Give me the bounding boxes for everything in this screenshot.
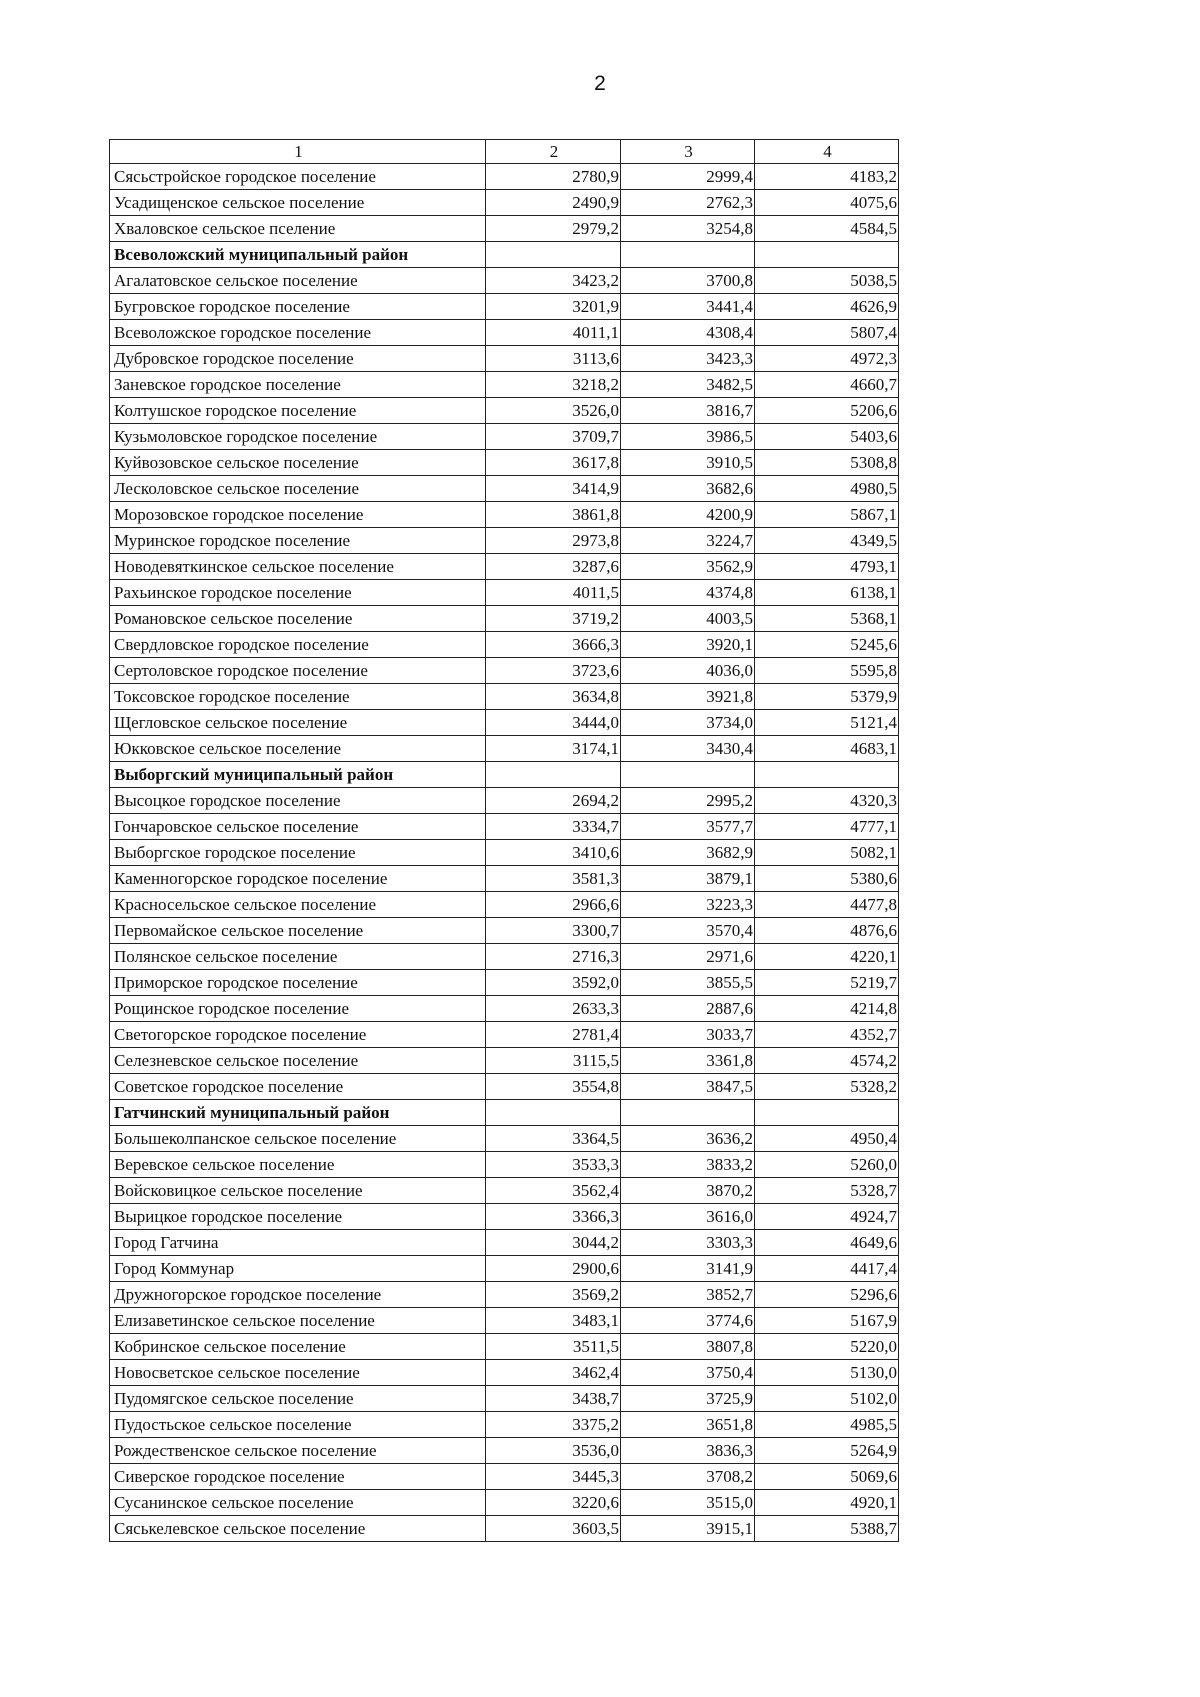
section-header-row	[110, 762, 899, 788]
value-col4-cell: 5296,6	[755, 1282, 899, 1308]
settlement-name-cell: Хваловское сельское пселение	[110, 216, 486, 242]
settlement-name-cell: Каменногорское городское поселение	[110, 866, 486, 892]
value-col4-cell: 6138,1	[755, 580, 899, 606]
settlement-name-cell: Дубровское городское поселение	[110, 346, 486, 372]
value-col3-cell	[621, 1100, 755, 1126]
value-col4-cell: 5328,2	[755, 1074, 899, 1100]
value-col2-cell: 3462,4	[486, 1360, 621, 1386]
page-number: 2	[594, 72, 606, 95]
table-body	[110, 164, 899, 1542]
table-row	[110, 554, 899, 580]
value-col2-cell: 2490,9	[486, 190, 621, 216]
table-row	[110, 580, 899, 606]
table-row	[110, 1022, 899, 1048]
value-col3-cell: 3033,7	[621, 1022, 755, 1048]
value-col2-cell: 3709,7	[486, 424, 621, 450]
settlement-name-cell: Морозовское городское поселение	[110, 502, 486, 528]
table-row	[110, 216, 899, 242]
value-col2-cell: 3218,2	[486, 372, 621, 398]
value-col3-cell: 3562,9	[621, 554, 755, 580]
section-header-row	[110, 242, 899, 268]
settlement-name-cell: Веревское сельское поселение	[110, 1152, 486, 1178]
value-col3-cell: 3430,4	[621, 736, 755, 762]
table-row	[110, 1126, 899, 1152]
value-col4-cell: 4214,8	[755, 996, 899, 1022]
value-col3-cell: 3682,6	[621, 476, 755, 502]
table-row	[110, 684, 899, 710]
value-col3-cell: 2971,6	[621, 944, 755, 970]
settlement-name-cell: Пудомягское сельское поселение	[110, 1386, 486, 1412]
value-col4-cell: 5368,1	[755, 606, 899, 632]
settlement-name-cell: Елизаветинское сельское поселение	[110, 1308, 486, 1334]
value-col2-cell: 3603,5	[486, 1516, 621, 1542]
settlement-name-cell: Пудостьское сельское поселение	[110, 1412, 486, 1438]
value-col3-cell: 2887,6	[621, 996, 755, 1022]
settlement-name-cell: Новодевяткинское сельское поселение	[110, 554, 486, 580]
table-row	[110, 918, 899, 944]
settlement-name-cell: Селезневское сельское поселение	[110, 1048, 486, 1074]
value-col4-cell: 5206,6	[755, 398, 899, 424]
value-col2-cell: 4011,5	[486, 580, 621, 606]
value-col3-cell: 3920,1	[621, 632, 755, 658]
table-row	[110, 1048, 899, 1074]
value-col4-cell: 4352,7	[755, 1022, 899, 1048]
settlement-name-cell: Рахьинское городское поселение	[110, 580, 486, 606]
table-row	[110, 268, 899, 294]
settlement-name-cell: Дружногорское городское поселение	[110, 1282, 486, 1308]
table-row	[110, 658, 899, 684]
value-col4-cell: 4980,5	[755, 476, 899, 502]
table-row	[110, 1438, 899, 1464]
value-col4-cell: 4950,4	[755, 1126, 899, 1152]
settlement-name-cell: Романовское сельское поселение	[110, 606, 486, 632]
value-col4-cell: 4777,1	[755, 814, 899, 840]
value-col2-cell: 3174,1	[486, 736, 621, 762]
table-row	[110, 476, 899, 502]
value-col4-cell: 4683,1	[755, 736, 899, 762]
value-col4-cell: 5121,4	[755, 710, 899, 736]
value-col4-cell: 5130,0	[755, 1360, 899, 1386]
settlement-name-cell: Новосветское сельское поселение	[110, 1360, 486, 1386]
settlement-name-cell: Муринское городское поселение	[110, 528, 486, 554]
settlement-name-cell: Бугровское городское поселение	[110, 294, 486, 320]
value-col4-cell: 4660,7	[755, 372, 899, 398]
settlement-name-cell: Юкковское сельское поселение	[110, 736, 486, 762]
value-col3-cell: 3986,5	[621, 424, 755, 450]
value-col2-cell: 3511,5	[486, 1334, 621, 1360]
settlement-name-cell: Сясьстройское городское поселение	[110, 164, 486, 190]
table-row	[110, 528, 899, 554]
value-col2-cell: 2966,6	[486, 892, 621, 918]
value-col2-cell: 3410,6	[486, 840, 621, 866]
value-col4-cell: 5867,1	[755, 502, 899, 528]
table-row	[110, 632, 899, 658]
district-name-cell: Всеволожский муниципальный район	[110, 242, 486, 268]
value-col4-cell: 5308,8	[755, 450, 899, 476]
value-col4-cell: 5082,1	[755, 840, 899, 866]
settlement-name-cell: Сертоловское городское поселение	[110, 658, 486, 684]
value-col4-cell: 4075,6	[755, 190, 899, 216]
settlement-name-cell: Вырицкое городское поселение	[110, 1204, 486, 1230]
table-row	[110, 1204, 899, 1230]
value-col4-cell: 4320,3	[755, 788, 899, 814]
table-row	[110, 1386, 899, 1412]
value-col2-cell	[486, 762, 621, 788]
settlement-name-cell: Агалатовское сельское поселение	[110, 268, 486, 294]
value-col3-cell: 3816,7	[621, 398, 755, 424]
table-row	[110, 372, 899, 398]
value-col3-cell	[621, 242, 755, 268]
value-col2-cell: 3723,6	[486, 658, 621, 684]
value-col2-cell: 3201,9	[486, 294, 621, 320]
table-row	[110, 1308, 899, 1334]
table-row	[110, 1282, 899, 1308]
table-row	[110, 1178, 899, 1204]
table-row	[110, 1334, 899, 1360]
value-col2-cell: 3533,3	[486, 1152, 621, 1178]
table-row	[110, 1256, 899, 1282]
value-col3-cell: 2999,4	[621, 164, 755, 190]
column-header-3: 3	[621, 140, 755, 164]
value-col3-cell: 4374,8	[621, 580, 755, 606]
value-col3-cell: 3847,5	[621, 1074, 755, 1100]
value-col4-cell	[755, 242, 899, 268]
settlement-name-cell: Свердловское городское поселение	[110, 632, 486, 658]
value-col3-cell: 3852,7	[621, 1282, 755, 1308]
value-col2-cell: 3287,6	[486, 554, 621, 580]
value-col3-cell: 3700,8	[621, 268, 755, 294]
table-row	[110, 1074, 899, 1100]
value-col3-cell: 4308,4	[621, 320, 755, 346]
value-col2-cell: 3438,7	[486, 1386, 621, 1412]
value-col3-cell: 2995,2	[621, 788, 755, 814]
value-col2-cell: 3445,3	[486, 1464, 621, 1490]
value-col3-cell: 3577,7	[621, 814, 755, 840]
value-col3-cell: 3303,3	[621, 1230, 755, 1256]
settlement-name-cell: Колтушское городское поселение	[110, 398, 486, 424]
value-col4-cell: 5379,9	[755, 684, 899, 710]
value-col3-cell: 3734,0	[621, 710, 755, 736]
value-col3-cell: 3223,3	[621, 892, 755, 918]
value-col4-cell: 4985,5	[755, 1412, 899, 1438]
table-row	[110, 944, 899, 970]
value-col3-cell: 3254,8	[621, 216, 755, 242]
value-col2-cell: 3364,5	[486, 1126, 621, 1152]
value-col2-cell: 3483,1	[486, 1308, 621, 1334]
value-col2-cell: 3220,6	[486, 1490, 621, 1516]
value-col4-cell: 5260,0	[755, 1152, 899, 1178]
table-row	[110, 736, 899, 762]
value-col3-cell: 3636,2	[621, 1126, 755, 1152]
value-col2-cell: 2973,8	[486, 528, 621, 554]
value-col2-cell: 3617,8	[486, 450, 621, 476]
value-col4-cell: 4417,4	[755, 1256, 899, 1282]
settlement-name-cell: Щегловское сельское поселение	[110, 710, 486, 736]
value-col4-cell: 5069,6	[755, 1464, 899, 1490]
value-col2-cell: 3115,5	[486, 1048, 621, 1074]
value-col3-cell: 3836,3	[621, 1438, 755, 1464]
value-col4-cell: 5388,7	[755, 1516, 899, 1542]
value-col2-cell: 3375,2	[486, 1412, 621, 1438]
value-col4-cell: 4183,2	[755, 164, 899, 190]
value-col2-cell: 3719,2	[486, 606, 621, 632]
value-col3-cell: 3870,2	[621, 1178, 755, 1204]
value-col2-cell: 3423,2	[486, 268, 621, 294]
value-col3-cell: 3515,0	[621, 1490, 755, 1516]
value-col3-cell: 3750,4	[621, 1360, 755, 1386]
settlement-name-cell: Рождественское сельское поселение	[110, 1438, 486, 1464]
value-col2-cell: 4011,1	[486, 320, 621, 346]
value-col3-cell: 3616,0	[621, 1204, 755, 1230]
value-col3-cell: 3915,1	[621, 1516, 755, 1542]
value-col4-cell: 4793,1	[755, 554, 899, 580]
column-header-4: 4	[755, 140, 899, 164]
settlement-name-cell: Кобринское сельское поселение	[110, 1334, 486, 1360]
value-col3-cell: 3682,9	[621, 840, 755, 866]
value-col4-cell: 4972,3	[755, 346, 899, 372]
value-col3-cell: 2762,3	[621, 190, 755, 216]
value-col4-cell: 5403,6	[755, 424, 899, 450]
value-col3-cell: 3725,9	[621, 1386, 755, 1412]
settlement-name-cell: Всеволожское городское поселение	[110, 320, 486, 346]
table-row	[110, 190, 899, 216]
table-row	[110, 294, 899, 320]
settlement-name-cell: Токсовское городское поселение	[110, 684, 486, 710]
value-col3-cell: 4036,0	[621, 658, 755, 684]
settlement-name-cell: Город Гатчина	[110, 1230, 486, 1256]
settlement-name-cell: Сиверское городское поселение	[110, 1464, 486, 1490]
value-col4-cell	[755, 762, 899, 788]
value-col2-cell: 3634,8	[486, 684, 621, 710]
settlement-name-cell: Лесколовское сельское поселение	[110, 476, 486, 502]
value-col4-cell: 5595,8	[755, 658, 899, 684]
value-col4-cell: 4574,2	[755, 1048, 899, 1074]
value-col4-cell: 4626,9	[755, 294, 899, 320]
value-col2-cell: 3526,0	[486, 398, 621, 424]
value-col4-cell: 4477,8	[755, 892, 899, 918]
value-col4-cell: 5219,7	[755, 970, 899, 996]
value-col4-cell: 5245,6	[755, 632, 899, 658]
table-row	[110, 892, 899, 918]
settlement-name-cell: Заневское городское поселение	[110, 372, 486, 398]
value-col2-cell: 3334,7	[486, 814, 621, 840]
table-row	[110, 1152, 899, 1178]
column-header-2: 2	[486, 140, 621, 164]
settlement-name-cell: Рощинское городское поселение	[110, 996, 486, 1022]
value-col2-cell: 2780,9	[486, 164, 621, 190]
table-row	[110, 788, 899, 814]
settlement-name-cell: Выборгское городское поселение	[110, 840, 486, 866]
value-col3-cell	[621, 762, 755, 788]
value-col4-cell: 4584,5	[755, 216, 899, 242]
value-col2-cell: 3444,0	[486, 710, 621, 736]
value-col2-cell: 3861,8	[486, 502, 621, 528]
value-col3-cell: 3482,5	[621, 372, 755, 398]
settlements-table	[109, 139, 899, 1542]
value-col2-cell: 3592,0	[486, 970, 621, 996]
value-col3-cell: 3224,7	[621, 528, 755, 554]
table-row	[110, 346, 899, 372]
settlement-name-cell: Светогорское городское поселение	[110, 1022, 486, 1048]
settlement-name-cell: Красносельское сельское поселение	[110, 892, 486, 918]
value-col4-cell: 4876,6	[755, 918, 899, 944]
value-col3-cell: 3570,4	[621, 918, 755, 944]
value-col2-cell: 3044,2	[486, 1230, 621, 1256]
table-header-row	[110, 140, 899, 164]
table-row	[110, 1516, 899, 1542]
value-col4-cell: 5264,9	[755, 1438, 899, 1464]
table-row	[110, 606, 899, 632]
value-col3-cell: 3921,8	[621, 684, 755, 710]
value-col3-cell: 4200,9	[621, 502, 755, 528]
value-col3-cell: 3833,2	[621, 1152, 755, 1178]
table-row	[110, 710, 899, 736]
value-col2-cell: 3581,3	[486, 866, 621, 892]
value-col2-cell: 3536,0	[486, 1438, 621, 1464]
district-name-cell: Выборгский муниципальный район	[110, 762, 486, 788]
value-col2-cell	[486, 242, 621, 268]
value-col3-cell: 3879,1	[621, 866, 755, 892]
value-col4-cell: 4920,1	[755, 1490, 899, 1516]
value-col4-cell: 5328,7	[755, 1178, 899, 1204]
value-col3-cell: 3651,8	[621, 1412, 755, 1438]
value-col2-cell: 2694,2	[486, 788, 621, 814]
column-header-1: 1	[110, 140, 486, 164]
table-row	[110, 398, 899, 424]
table-row	[110, 450, 899, 476]
settlement-name-cell: Сяськелевское сельское поселение	[110, 1516, 486, 1542]
value-col2-cell: 3562,4	[486, 1178, 621, 1204]
table-row	[110, 1490, 899, 1516]
value-col2-cell: 2716,3	[486, 944, 621, 970]
settlement-name-cell: Город Коммунар	[110, 1256, 486, 1282]
value-col3-cell: 3441,4	[621, 294, 755, 320]
value-col2-cell: 2781,4	[486, 1022, 621, 1048]
section-header-row	[110, 1100, 899, 1126]
value-col4-cell: 5380,6	[755, 866, 899, 892]
settlement-name-cell: Кузьмоловское городское поселение	[110, 424, 486, 450]
settlement-name-cell: Советское городское поселение	[110, 1074, 486, 1100]
value-col3-cell: 3361,8	[621, 1048, 755, 1074]
settlement-name-cell: Большеколпанское сельское поселение	[110, 1126, 486, 1152]
value-col3-cell: 3774,6	[621, 1308, 755, 1334]
value-col4-cell: 5102,0	[755, 1386, 899, 1412]
value-col4-cell: 5167,9	[755, 1308, 899, 1334]
table-row	[110, 1464, 899, 1490]
value-col3-cell: 3807,8	[621, 1334, 755, 1360]
value-col4-cell: 4220,1	[755, 944, 899, 970]
value-col4-cell: 4349,5	[755, 528, 899, 554]
settlement-name-cell: Гончаровское сельское поселение	[110, 814, 486, 840]
value-col3-cell: 4003,5	[621, 606, 755, 632]
value-col3-cell: 3708,2	[621, 1464, 755, 1490]
table-row	[110, 424, 899, 450]
settlement-name-cell: Высоцкое городское поселение	[110, 788, 486, 814]
table-row	[110, 502, 899, 528]
value-col2-cell: 3366,3	[486, 1204, 621, 1230]
value-col2-cell: 3554,8	[486, 1074, 621, 1100]
settlement-name-cell: Куйвозовское сельское поселение	[110, 450, 486, 476]
table-row	[110, 840, 899, 866]
value-col2-cell: 3300,7	[486, 918, 621, 944]
value-col2-cell: 3569,2	[486, 1282, 621, 1308]
settlement-name-cell: Войсковицкое сельское поселение	[110, 1178, 486, 1204]
value-col2-cell: 3666,3	[486, 632, 621, 658]
settlement-name-cell: Усадищенское сельское поселение	[110, 190, 486, 216]
table-row	[110, 866, 899, 892]
value-col4-cell: 5220,0	[755, 1334, 899, 1360]
value-col4-cell: 4649,6	[755, 1230, 899, 1256]
settlement-name-cell: Первомайское сельское поселение	[110, 918, 486, 944]
value-col2-cell: 2900,6	[486, 1256, 621, 1282]
value-col2-cell: 3113,6	[486, 346, 621, 372]
table-row	[110, 1230, 899, 1256]
value-col3-cell: 3423,3	[621, 346, 755, 372]
value-col2-cell	[486, 1100, 621, 1126]
value-col3-cell: 3855,5	[621, 970, 755, 996]
value-col3-cell: 3910,5	[621, 450, 755, 476]
table-row	[110, 164, 899, 190]
table-row	[110, 814, 899, 840]
settlement-name-cell: Сусанинское сельское поселение	[110, 1490, 486, 1516]
value-col4-cell: 4924,7	[755, 1204, 899, 1230]
settlement-name-cell: Приморское городское поселение	[110, 970, 486, 996]
table-row	[110, 1360, 899, 1386]
value-col3-cell: 3141,9	[621, 1256, 755, 1282]
value-col2-cell: 2633,3	[486, 996, 621, 1022]
table-row	[110, 970, 899, 996]
table-row	[110, 996, 899, 1022]
value-col4-cell: 5807,4	[755, 320, 899, 346]
settlement-name-cell: Полянское сельское поселение	[110, 944, 486, 970]
value-col4-cell: 5038,5	[755, 268, 899, 294]
table-row	[110, 1412, 899, 1438]
value-col2-cell: 3414,9	[486, 476, 621, 502]
value-col4-cell	[755, 1100, 899, 1126]
district-name-cell: Гатчинский муниципальный район	[110, 1100, 486, 1126]
value-col2-cell: 2979,2	[486, 216, 621, 242]
table-row	[110, 320, 899, 346]
